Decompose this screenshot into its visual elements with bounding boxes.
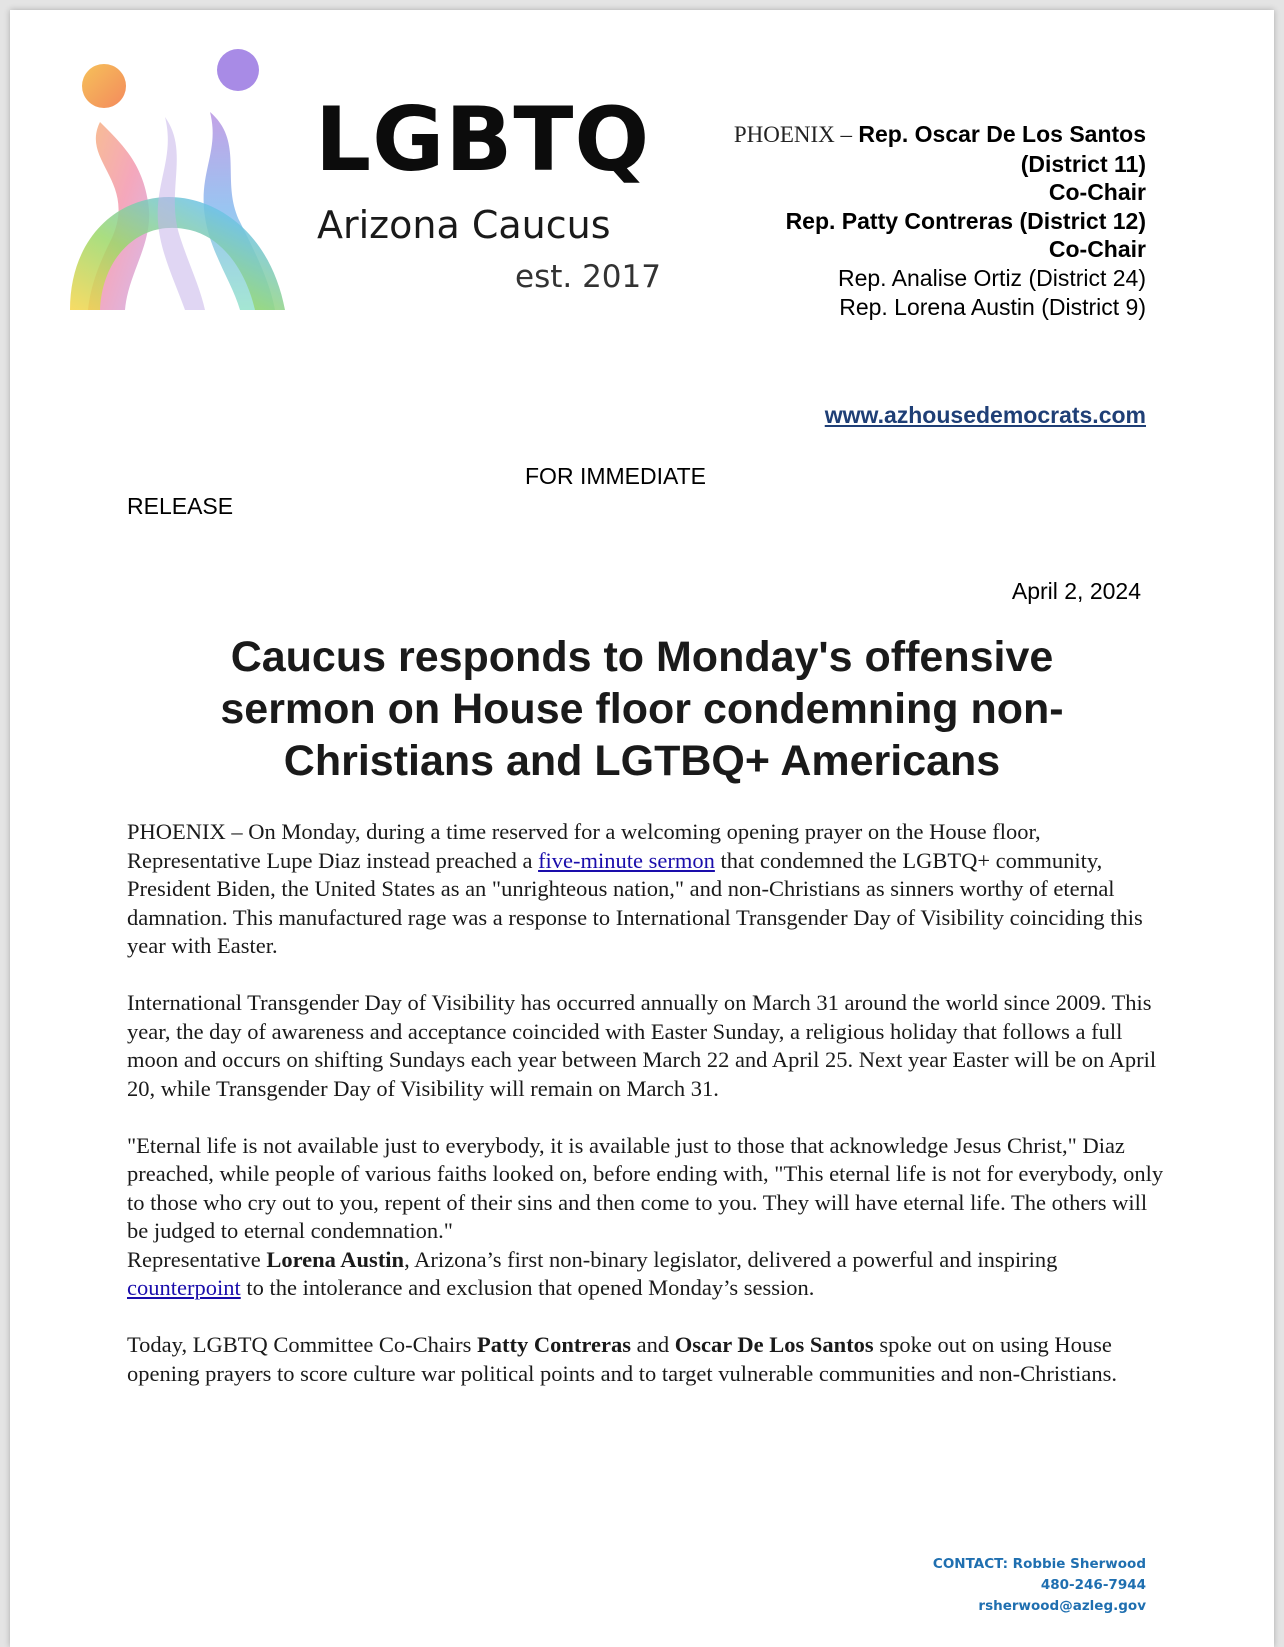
release-label-line2: RELEASE — [127, 493, 234, 519]
headline-line: Caucus responds to Monday's offensive — [230, 633, 1054, 681]
text-span: PHOENIX – On Monday, during a time reserved for a welcoming opening prayer on the House floor, Representative Lupe Diaz instead preached a — [127, 819, 1041, 873]
bold-name: Patty Contreras — [477, 1332, 631, 1357]
logo-wordmark: LGBTQ — [315, 88, 651, 191]
contact-email[interactable]: rsherwood@azleg.gov — [978, 1598, 1146, 1614]
sermon-link[interactable]: five-minute sermon — [538, 847, 715, 873]
website-link[interactable]: www.azhousedemocrats.com — [824, 402, 1146, 428]
text-span: spoke out on using House opening prayers to score culture war political points and to target vulnerable communities and non-Christians. — [127, 1332, 1117, 1386]
representatives-block — [676, 120, 1146, 321]
text-span: to the intolerance and exclusion that opened Monday’s session. — [240, 1275, 815, 1300]
release-label-line1: FOR IMMEDIATE — [525, 463, 707, 489]
release-date: April 2, 2024 — [1011, 578, 1141, 604]
rep-role: Co-Chair — [1048, 236, 1146, 263]
paragraph: International Transgender Day of Visibility has occurred annually on March 31 around the world since 2009. This year, the day of awareness and acceptance coincided with Easter Sunday, a religious holiday that follows a full moon and occurs on shifting Sundays each year between March 22 and April 25. Next year Easter will be on April 20, while Transgender Day of Visibility will remain on March 31. — [127, 990, 1157, 1101]
rep-role: Co-Chair — [1048, 179, 1146, 206]
paragraph — [127, 1331, 1167, 1388]
paragraph: "Eternal life is not available just to everybody, it is available just to those that acknowledge Jesus Christ," Diaz preached, while people of various faiths looked on, before ending with, "This eternal life is not for everybody, only to those who cry out to you, repent of their sins and then come to you. They will have eternal life. The others will be judged to eternal condemnation." — [127, 1132, 1164, 1243]
paragraph — [127, 818, 1167, 961]
dateline-location: PHOENIX – — [733, 122, 853, 147]
text-span: and — [630, 1332, 675, 1357]
bold-name: Oscar De Los Santos — [674, 1332, 874, 1357]
rep-name: Rep. Lorena Austin (District 9) — [839, 293, 1146, 320]
contact-block — [933, 1554, 1146, 1617]
contact-phone: 480-246-7944 — [1040, 1577, 1146, 1593]
headline-line: Christians and LGTBQ+ Americans — [283, 737, 1001, 785]
text-span: Representative — [127, 1246, 267, 1272]
rep-district: (District 11) — [1020, 150, 1146, 177]
bold-name: Lorena Austin — [266, 1246, 405, 1272]
caucus-logo-icon — [70, 42, 300, 310]
headline — [70, 631, 1214, 787]
headline-line: sermon on House floor condemning non- — [220, 685, 1064, 733]
logo-subtitle: Arizona Caucus — [317, 203, 611, 247]
text-span: that condemned the LGBTQ+ community, President Biden, the United States as an "unrighteous nation," and non-Christians as sinners worthy of eternal damnation. This manufactured rage was a response to International Transgender Day of Visibility coinciding this year with Easter. — [127, 847, 1143, 958]
text-span: , Arizona’s first non-binary legislator, delivered a powerful and inspiring — [404, 1246, 1058, 1272]
logo-established: est. 2017 — [515, 259, 661, 295]
rep-name: Rep. Patty Contreras (District 12) — [785, 207, 1146, 234]
contact-name: CONTACT: Robbie Sherwood — [932, 1556, 1146, 1572]
paragraph — [127, 1246, 1167, 1303]
counterpoint-link[interactable]: counterpoint — [127, 1275, 241, 1300]
article-body — [127, 818, 1167, 1417]
text-span: Today, LGBTQ Committee Co-Chairs — [127, 1332, 478, 1357]
press-release-page — [10, 10, 1274, 1647]
rep-name: Rep. Oscar De Los Santos — [858, 121, 1146, 147]
rep-name: Rep. Analise Ortiz (District 24) — [837, 264, 1146, 291]
